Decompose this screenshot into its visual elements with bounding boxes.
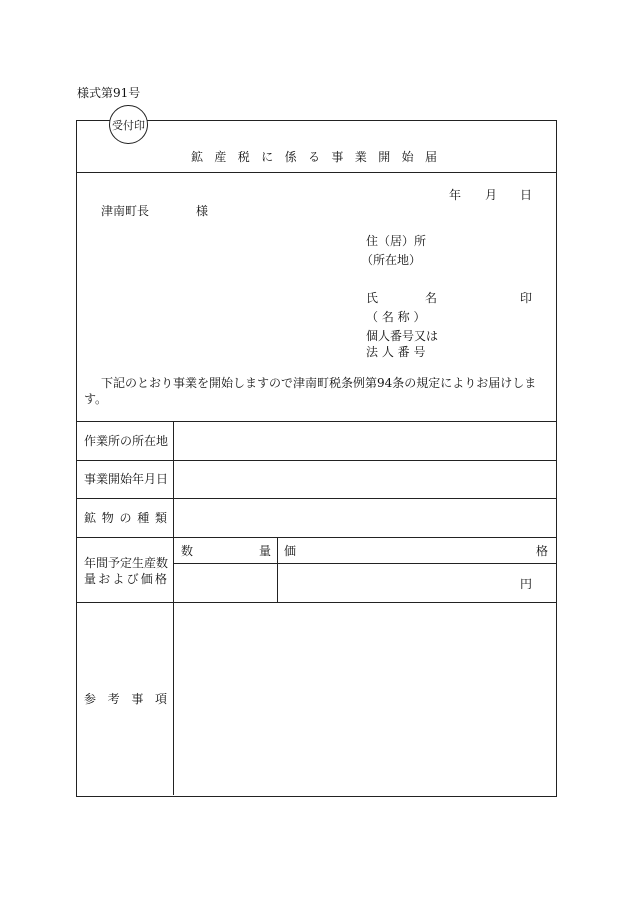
yen-unit: 円 <box>520 577 533 591</box>
label-char: 量 <box>84 572 97 586</box>
label-char: 数 <box>181 544 194 558</box>
quantity-header <box>181 545 271 557</box>
date-day: 日 <box>520 188 533 202</box>
row-divider <box>77 460 556 461</box>
start-date-label: 事業開始年月日 <box>84 472 169 486</box>
date-month: 月 <box>485 188 498 202</box>
title-divider <box>77 172 556 173</box>
name-label-char: 氏 <box>366 291 379 305</box>
price-header <box>284 545 548 557</box>
stamp-label: 受付印 <box>112 118 145 132</box>
label-char: お <box>98 572 111 586</box>
label-char: 参 <box>84 692 97 706</box>
mineral-type-field[interactable] <box>175 500 554 536</box>
statement-text: 下記のとおり事業を開始しますので津南町税条例第94条の規定によりお届けしま <box>101 376 537 390</box>
mineral-type-label <box>84 512 167 524</box>
name-sub-label: （ 名 称 ） <box>366 310 426 324</box>
start-date-field[interactable] <box>175 462 554 497</box>
addressee-honorific: 様 <box>196 204 209 218</box>
label-char: 価 <box>284 544 297 558</box>
production-subdivider <box>173 563 556 564</box>
remarks-field[interactable] <box>175 604 554 794</box>
production-label: 年間予定生産数 <box>84 556 169 570</box>
label-char: 事 <box>131 692 144 706</box>
quantity-price-divider <box>277 537 278 602</box>
label-char: よ <box>112 572 125 586</box>
label-char: の <box>119 511 132 525</box>
row-divider <box>77 602 556 603</box>
label-char: 鉱 <box>84 511 97 525</box>
label-char: 格 <box>154 572 167 586</box>
row-divider <box>77 537 556 538</box>
label-char: 量 <box>258 544 271 558</box>
label-char: 格 <box>535 544 548 558</box>
row-divider <box>77 498 556 499</box>
id-label: 個人番号又は <box>366 329 439 343</box>
address-sub-label: （所在地） <box>361 253 422 267</box>
label-char: 類 <box>154 511 167 525</box>
address-label: 住（居）所 <box>366 234 427 248</box>
label-char: び <box>126 572 139 586</box>
label-char: 価 <box>140 572 153 586</box>
workplace-label: 作業所の所在地 <box>84 434 169 448</box>
production-label-cont <box>84 573 167 585</box>
date-year: 年 <box>449 188 462 202</box>
seal-mark: 印 <box>520 291 533 305</box>
name-label-char: 名 <box>425 291 438 305</box>
reception-stamp <box>109 105 148 144</box>
addressee-name: 津南町長 <box>101 204 150 218</box>
label-char: 項 <box>154 692 167 706</box>
label-char: 物 <box>101 511 114 525</box>
price-field[interactable] <box>279 565 515 601</box>
label-char: 考 <box>107 692 120 706</box>
statement-text-end: す。 <box>84 392 108 406</box>
workplace-field[interactable] <box>175 423 554 459</box>
form-title: 鉱産税に係る事業開始届 <box>191 150 449 164</box>
form-number: 様式第91号 <box>77 86 141 100</box>
label-column-divider <box>173 421 174 795</box>
label-char: 種 <box>137 511 150 525</box>
header-divider <box>77 421 556 422</box>
remarks-label <box>84 693 167 705</box>
id-label-corporate: 法 人 番 号 <box>366 345 426 359</box>
quantity-field[interactable] <box>175 565 276 601</box>
